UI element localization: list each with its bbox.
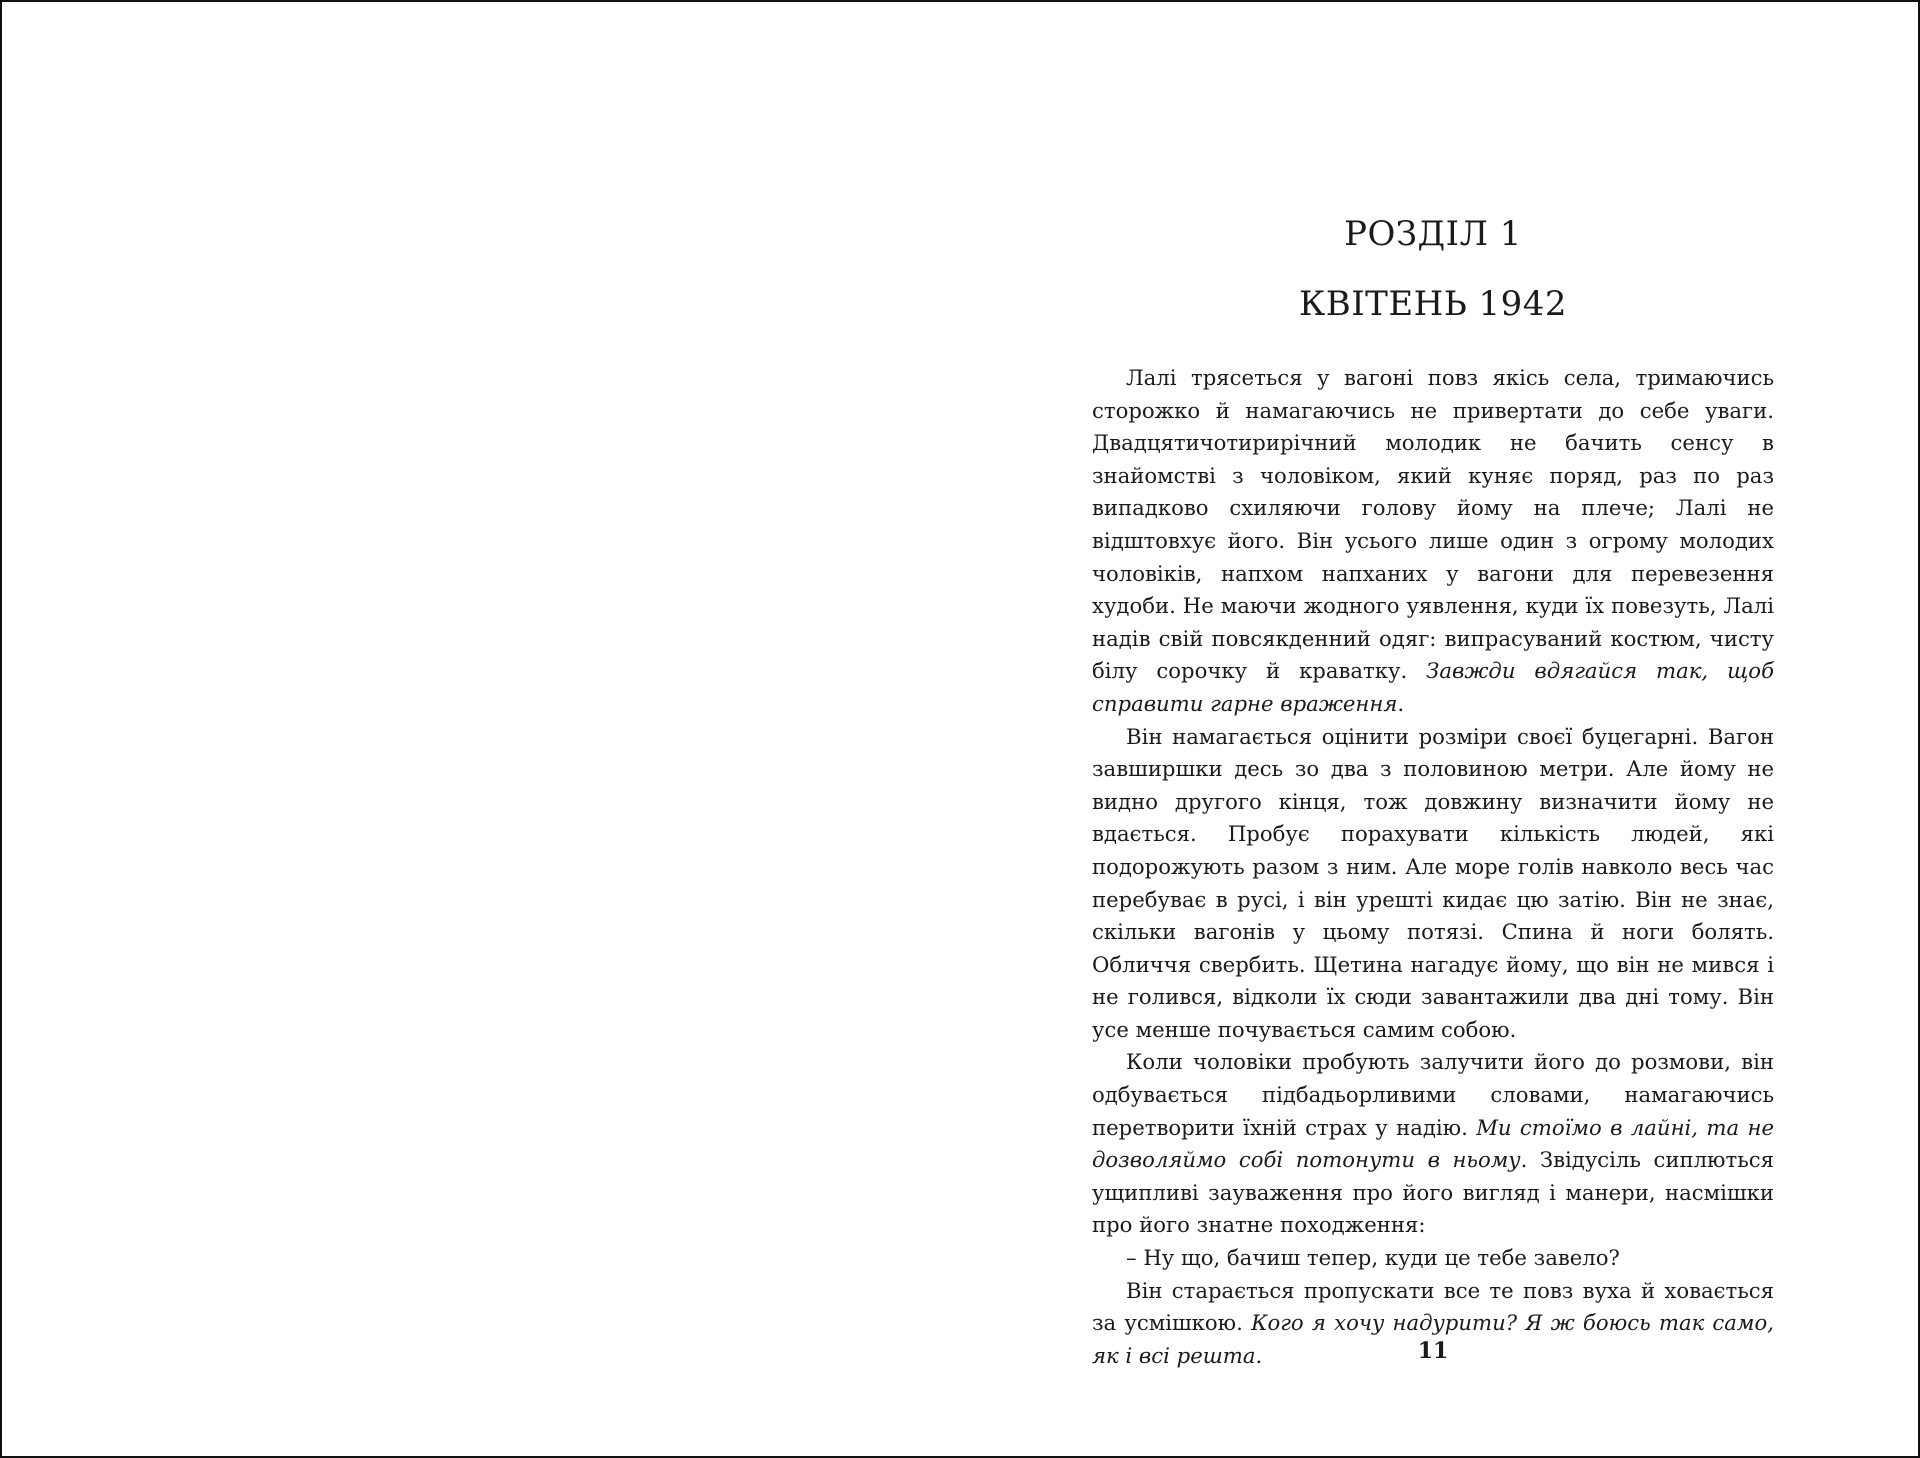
text-run: . (1397, 690, 1405, 716)
page-number: 11 (1417, 1338, 1449, 1364)
text-run: Лалі трясеться у вагоні повз якісь села, тримаючись сторожко й намагаючись не привертати до себе уваги. Двадцятичотирирічний молодик не бачить сенсу в знайомстві з чоловіком, який куняє поряд, раз по раз випадково схиляючи голову йому на плече; Лалі не відштовхує його. Він усього лише один з огрому молодих чоловіків, напхом напханих у вагони для перевезення худоби. Не маючи жодного уявлення, куди їх повезуть, Лалі надів свій повсякденний одяг: випрасуваний костюм, чисту білу сорочку й краватку. (1092, 365, 1774, 684)
left-page-blank (2, 2, 960, 1456)
text-run: . Звідусіль сиплються ущипливі зауваження про його вигляд і манери, насмішки про його знатне походження: (1092, 1147, 1774, 1238)
text-run: Він намагається оцінити розміри своєї буцегарні. Вагон завширшки десь зо два з половиною метри. Але йому не видно другого кінця, тож довжину визначити йому не вдається. Пробує порахувати кількість людей, які подорожують разом з ним. Але море голів навколо весь час перебуває в русі, і він урешті кидає цю затію. Він не знає, скільки вагонів у цьому потязі. Спина й ноги болять. Обличчя свербить. Щетина нагадує йому, що він не мився і не голився, відколи їх сюди завантажили два дні тому. Він усе менше почувається самим собою. (1092, 723, 1774, 1042)
italic-run: Ми стоїмо в лайні, та не дозволяймо собі потонути в ньому (1092, 1114, 1774, 1173)
dialogue-line (1092, 1242, 1774, 1275)
paragraph (1092, 721, 1774, 1047)
italic-run: Кого я хочу надурити? Я ж боюсь так само, як і всі решта. (1092, 1310, 1774, 1368)
text-run: – Ну що, бачиш тепер, куди це тебе завело? (1126, 1245, 1620, 1271)
chapter-body (1092, 362, 1774, 1372)
italic-run: Завжди вдягайся так, щоб справити гарне враження (1092, 658, 1774, 716)
chapter-title: РОЗДІЛ 1 (1344, 214, 1522, 254)
chapter-date: КВІТЕНЬ 1942 (1298, 284, 1568, 324)
text-run: Він старається пропускати все те повз вуха й ховається за усмішкою. (1092, 1277, 1774, 1336)
paragraph (1092, 362, 1774, 721)
text-run: Коли чоловіки пробують залучити його до розмови, він одбувається підбадьорливими словами, намагаючись перетворити їхній страх у надію. (1092, 1049, 1774, 1140)
right-page (1092, 2, 1774, 1456)
paragraph (1092, 1046, 1774, 1242)
